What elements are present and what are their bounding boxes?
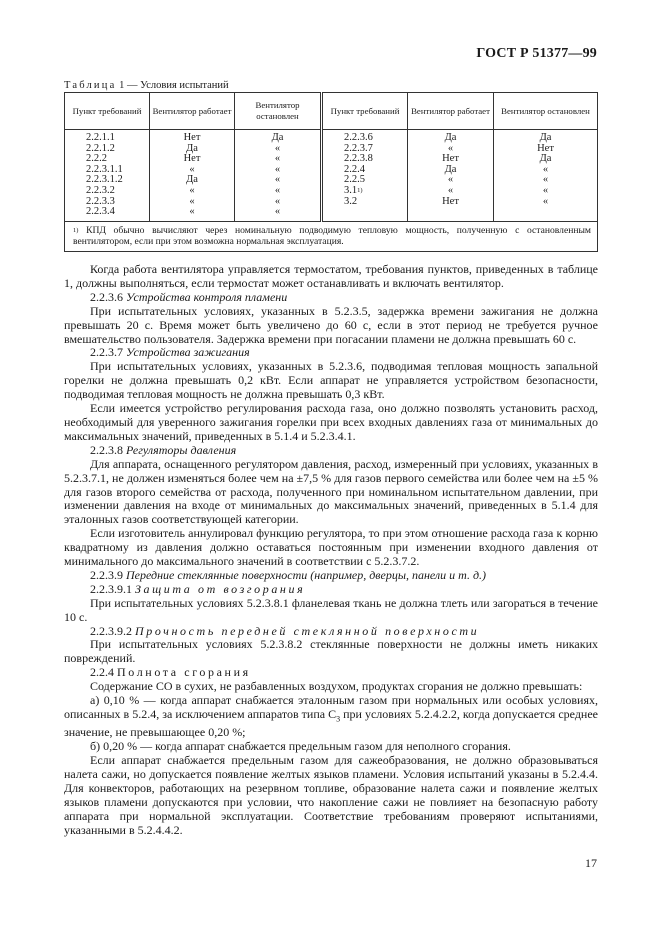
footnote-reference: 1): [357, 186, 363, 194]
footnote-mark: 1): [73, 226, 79, 234]
left-point: 2.2.2: [86, 153, 107, 165]
left-working-value: Нет: [183, 153, 201, 165]
section-number: 2.2.3.6: [90, 289, 123, 304]
right-points-cell: [322, 130, 408, 222]
right-stopped-value: «: [542, 195, 549, 207]
footnote-text: КПД обычно вычисляют через номинальную подводимую тепловую мощность, полученную с остановленным вентилятором, если при этом возможна нормальная эксплуатация.: [73, 224, 591, 248]
left-working-value: Нет: [183, 132, 201, 143]
right-point: 2.2.3.7: [344, 142, 373, 154]
col-header-point-left: Пункт требований: [65, 93, 150, 130]
document-body: [64, 263, 598, 838]
paragraph: При испытательных условиях 5.2.3.8.1 фланелевая ткань не должна тлеть или загораться в течение 10 с.: [64, 595, 598, 624]
page-number: 17: [585, 856, 597, 870]
right-working-value: «: [447, 184, 454, 196]
col-header-stopped-right: Вентилятор остановлен: [494, 93, 598, 130]
left-stopped-value: «: [274, 184, 281, 196]
left-points-cell: [65, 130, 150, 222]
right-stopped-value: Да: [539, 132, 552, 143]
right-working-value: «: [447, 174, 454, 186]
list-item-text: при условиях 5.2.4.2.2, когда допускается среднее значение, не превышающее 0,20 %;: [64, 707, 598, 740]
left-stopped-value: «: [274, 153, 281, 165]
left-working-cell: [150, 130, 235, 222]
paragraph: Содержание СО в сухих, не разбавленных воздухом, продуктах сгорания не должно превышать:: [90, 679, 583, 694]
section-number: 2.2.3.7: [90, 345, 123, 360]
left-point: 2.2.3.2: [86, 184, 115, 196]
section-number: 2.2.3.9.1: [90, 581, 132, 596]
section-heading: [64, 583, 598, 597]
paragraph: Для аппарата, оснащенного регулятором давления, расход, измеренный при условиях, указанных в 5.2.3.7.1, не должен изменяться более чем на ±7,5 % для газов первого семейства или более чем на ±5 % для газов второго семейства от расхода, полученного при номинальном испытательном давлении, при изменении давления на входе от минимальных до максимальных значений, приведенных в 5.1.4 для эталонных газов соответствующей категории.: [64, 456, 598, 527]
section-heading: [64, 569, 598, 583]
table-header-row: [65, 93, 598, 130]
left-working-value: «: [189, 184, 195, 196]
table-footnote: [65, 221, 598, 251]
conditions-table: [64, 92, 598, 252]
right-point: 2.2.3.6: [344, 132, 373, 143]
section-title: Полнота сгорания: [117, 665, 251, 680]
paragraph: Если имеется устройство регулирования расхода газа, оно должно позволять установить расход, необходимый для уверенного зажигания горелки при всех входных давлениях газа от минимальных до максимальных значений, приведенных в 5.1.4 и 5.2.3.4.1.: [64, 401, 598, 443]
left-stopped-value: «: [274, 163, 281, 175]
section-number: 2.2.4: [90, 665, 114, 680]
right-stopped-value: «: [542, 184, 549, 196]
right-point-with-footnote: [344, 186, 407, 197]
paragraph: Когда работа вентилятора управляется термостатом, требования пунктов, приведенных в таблице 1, должны выполняться, если термостат может останавливать и включать вентилятор.: [64, 262, 598, 290]
left-stopped-value: Да: [271, 132, 284, 143]
right-stopped-value: Да: [539, 153, 552, 165]
left-working-value: «: [189, 206, 195, 218]
right-working-cell: [408, 130, 494, 222]
paragraph: При испытательных условиях 5.2.3.8.2 стеклянные поверхности не должны иметь никаких повреждений.: [64, 637, 598, 666]
section-heading: [64, 346, 598, 360]
section-heading: [64, 666, 598, 680]
col-header-stopped-left: Вентилятор остановлен: [235, 93, 322, 130]
left-point: 2.2.3.3: [86, 195, 115, 207]
right-point: 3.1: [344, 184, 358, 196]
left-point: 2.2.3.1.2: [86, 174, 123, 186]
section-title: Устройства зажигания: [126, 345, 250, 360]
right-point: 2.2.5: [344, 174, 365, 186]
section-title: Регуляторы давления: [126, 442, 237, 457]
section-number: 2.2.3.8: [90, 442, 123, 457]
right-stopped-value: «: [542, 163, 549, 175]
section-heading: [64, 625, 598, 639]
right-working-value: Да: [444, 132, 457, 143]
section-title: Защита от возгорания: [135, 581, 306, 596]
list-item: [64, 694, 598, 740]
left-working-value: «: [189, 195, 195, 207]
col-header-working-left: Вентилятор работает: [150, 93, 235, 130]
right-stopped-value: Нет: [537, 142, 554, 154]
right-working-value: Нет: [442, 153, 459, 165]
right-stopped-value: «: [542, 174, 549, 186]
paragraph: Если аппарат снабжается предельным газом для сажеобразования, не должно образовываться налета сажи, но допускается появление желтых языков пламени. Условия испытаний указаны в 5.2.4.4. Для конвекторов, работающих на резервном топливе, образование налета сажи и появление желтых языков пламени допускаются при условии, что накопление сажи не повлияет на безопасную работу аппарата при нормальной эксплуатации. Соответствие требованиям проверяют испытаниями, указанными в 5.2.4.4.2.: [64, 753, 598, 837]
right-working-value: «: [447, 142, 454, 154]
section-title: Передние стеклянные поверхности (например, дверцы, панели и т. д.): [126, 567, 487, 582]
left-point: 2.2.3.4: [86, 206, 115, 218]
paragraph: При испытательных условиях, указанных в 5.2.3.6, подводимая тепловая мощность запальной горелки не должна превышать 0,2 кВт. Если аппарат не управляется устройством безопасности, подводимая тепловая мощность не должна превышать 0,3 кВт.: [64, 359, 598, 402]
section-heading: [64, 291, 598, 305]
col-header-working-right: Вентилятор работает: [408, 93, 494, 130]
right-stopped-cell: [494, 130, 598, 222]
document-header: ГОСТ Р 51377—99: [476, 46, 597, 61]
left-working-value: Да: [186, 142, 198, 154]
subscript: 3: [336, 714, 341, 724]
list-item: б) 0,20 % — когда аппарат снабжается предельным газом для неполного сгорания.: [90, 739, 511, 754]
left-stopped-value: «: [274, 206, 281, 218]
table-caption-word: Таблица: [64, 80, 117, 91]
col-header-point-right: Пункт требований: [322, 93, 408, 130]
section-title: Устройства контроля пламени: [126, 289, 288, 304]
left-stopped-value: «: [274, 142, 281, 154]
table-body-row: [65, 130, 598, 222]
right-working-value: Нет: [442, 195, 459, 207]
left-stopped-value: «: [274, 174, 281, 186]
right-point: 2.2.4: [344, 163, 365, 175]
list-item-text: а) 0,10 % — когда аппарат снабжается эталонным газом при нормальных или особых условиях, описанных в 5.2.4, за исключением аппаратов типа C: [64, 693, 598, 721]
table-footnote-row: [65, 221, 598, 251]
paragraph: При испытательных условиях, указанных в 5.2.3.5, задержка времени зажигания не должна превышать 20 с. Время может быть увеличено до 60 с, если в этот период не требуется ручное вмешательство пользователя. Задержка времени при погасании пламени не должна превышать 60 с.: [64, 303, 598, 346]
right-point: 2.2.3.8: [344, 153, 373, 165]
left-stopped-value: «: [274, 195, 281, 207]
section-number: 2.2.3.9.2: [90, 623, 132, 638]
left-point: 2.2.1.2: [86, 142, 115, 154]
left-working-value: Да: [186, 174, 198, 186]
section-title: Прочность передней стеклянной поверхности: [135, 623, 480, 638]
section-heading: [64, 444, 598, 458]
right-working-value: Да: [444, 163, 457, 175]
left-working-value: «: [189, 163, 195, 175]
table-caption-title: 1 — Условия испытаний: [119, 80, 229, 91]
paragraph: Если изготовитель аннулировал функцию регулятора, то при этом отношение расхода газа к корню квадратному из давления должно оставаться постоянным при изменении входного давления от минимального до максимального значений в соответствии с 5.2.3.7.2.: [64, 526, 598, 569]
table-caption: [64, 80, 229, 91]
left-point: 2.2.3.1.1: [86, 163, 123, 175]
left-stopped-cell: [235, 130, 322, 222]
section-number: 2.2.3.9: [90, 567, 123, 582]
right-point: 3.2: [344, 195, 358, 207]
left-point: 2.2.1.1: [86, 132, 115, 143]
